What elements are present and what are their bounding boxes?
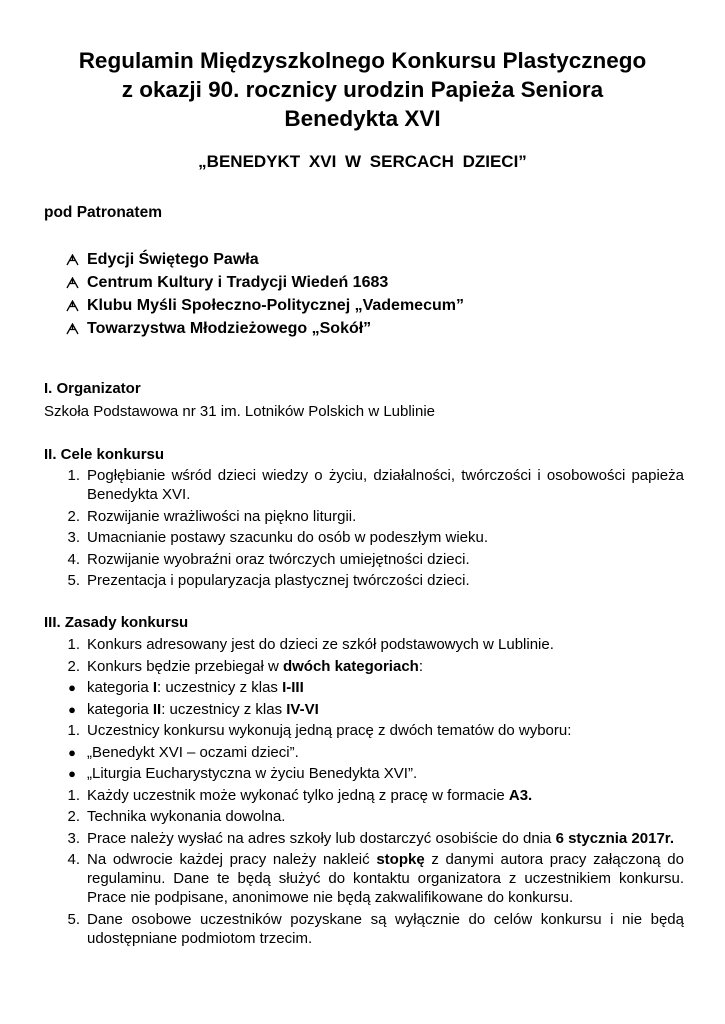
list-item: 1. Pogłębianie wśród dzieci wiedzy o życiu, działalności, twórczości i osobowości papieża Benedykta XVI. [67, 467, 684, 503]
document-title [40, 46, 685, 133]
list-item: 4. Rozwijanie wyobraźni oraz twórczych umiejętności dzieci. [67, 550, 470, 568]
list-item: 2. Rozwijanie wrażliwości na piękno liturgii. [67, 507, 357, 525]
rules-list [44, 635, 684, 950]
pen-nib-icon [66, 254, 87, 266]
contest-motto: „BENEDYKT XVI W SERCACH DZIECI” [198, 152, 527, 171]
list-item: 1. Konkurs adresowany jest do dzieci ze szkół podstawowych w Lublinie. [67, 636, 554, 653]
goals-list [44, 466, 684, 593]
patron-item [66, 271, 666, 294]
list-item: ● kategoria II: uczestnicy z klas IV-VI [68, 700, 319, 718]
patron-item [66, 317, 666, 340]
list-item: 5. Dane osobowe uczestników pozyskane są wyłącznie do celów konkursu i nie będą udostępniane podmiotom trzecim. [67, 910, 684, 947]
title-line-2: z okazji 90. rocznicy urodzin Papieża Seniora [121, 77, 604, 102]
patron-name: Klubu Myśli Społeczno-Politycznej „Vademecum” [87, 297, 464, 314]
rules-heading: III. Zasady konkursu [44, 614, 189, 631]
list-item: 2. Konkurs będzie przebiegał w dwóch kategoriach: [67, 657, 423, 675]
list-item: 3. Prace należy wysłać na adres szkoły lub dostarczyć osobiście do dnia 6 stycznia 2017r. [67, 829, 674, 847]
pen-nib-icon [66, 300, 87, 312]
list-item: 5. Prezentacja i popularyzacja plastycznej twórczości dzieci. [67, 572, 470, 589]
patron-name: Centrum Kultury i Tradycji Wiedeń 1683 [87, 274, 389, 291]
list-item: ● kategoria I: uczestnicy z klas I-III [68, 679, 304, 696]
list-item: ● „Liturgia Eucharystyczna w życiu Benedykta XVI”. [68, 765, 418, 782]
patronage-heading: pod Patronatem [44, 204, 162, 221]
list-item: 1. Uczestnicy konkursu wykonują jedną pracę z dwóch tematów do wyboru: [67, 722, 572, 739]
patron-name: Edycji Świętego Pawła [87, 251, 259, 268]
patron-item [66, 248, 666, 271]
list-item: 4. Na odwrocie każdej pracy należy nakleić stopkę z danymi autora pracy załączoną do regulaminu. Dane te będą służyć do kontaktu organizatora z uczestnikiem konkursu. Prace nie podpisane, anonimowe nie będą zakwalifikowane do konkursu. [67, 851, 684, 906]
list-item: 2. Technika wykonania dowolna. [67, 808, 286, 825]
goals-heading: II. Cele konkursu [44, 446, 165, 463]
list-item: 1. Każdy uczestnik może wykonać tylko jedną z pracę w formacie A3. [67, 786, 533, 804]
organizer-text: Szkoła Podstawowa nr 31 im. Lotników Polskich w Lublinie [44, 403, 436, 420]
patron-item [66, 294, 666, 317]
list-item: ● „Benedykt XVI – oczami dzieci”. [68, 743, 299, 761]
patronage-list [66, 248, 666, 340]
pen-nib-icon [66, 323, 87, 335]
title-line-3: Benedykta XVI [284, 106, 441, 131]
pen-nib-icon [66, 277, 87, 289]
title-line-1: Regulamin Międzyszkolnego Konkursu Plastycznego [78, 48, 647, 73]
organizer-heading: I. Organizator [44, 380, 141, 397]
patron-name: Towarzystwa Młodzieżowego „Sokół” [87, 320, 372, 337]
list-item: 3. Umacnianie postawy szacunku do osób w podeszłym wieku. [67, 529, 489, 546]
